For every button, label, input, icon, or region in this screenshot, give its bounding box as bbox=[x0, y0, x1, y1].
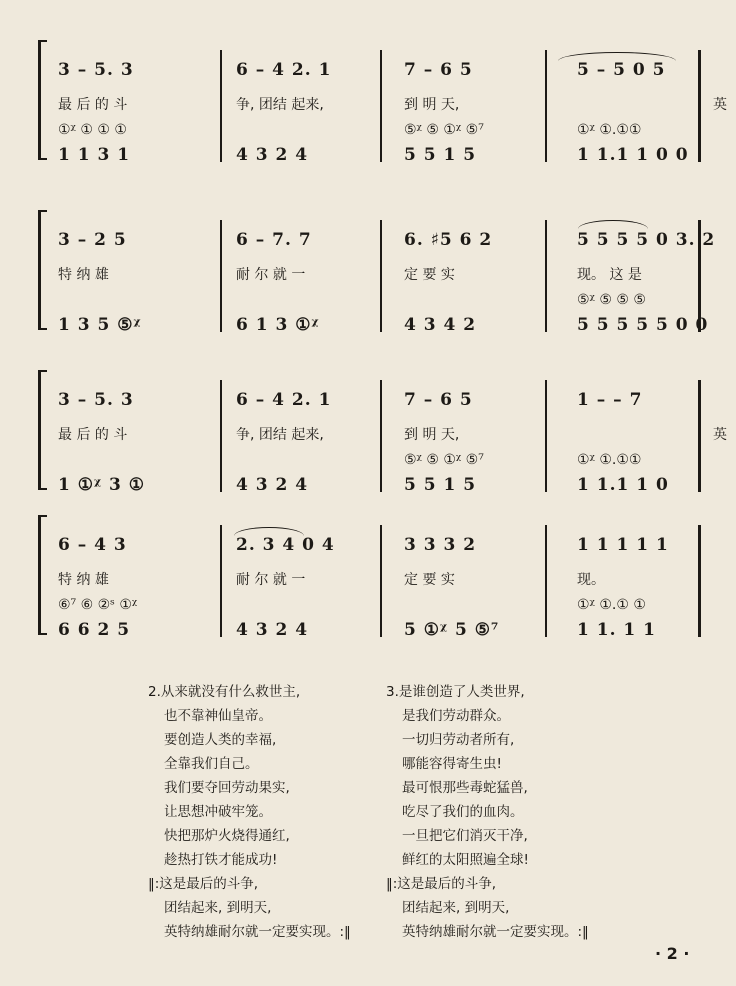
chord-measure: ⑤ᵡ ⑤ ①ᵡ ⑤⁷ bbox=[404, 452, 484, 468]
measure: 7 – 6 5 bbox=[404, 60, 473, 80]
verse-line: 英特纳雄耐尔就一定要实现。:‖ bbox=[164, 924, 351, 940]
melody-row bbox=[52, 533, 702, 557]
measure: 1 – – 7 bbox=[577, 390, 643, 410]
measure: 1 1 3 1 bbox=[58, 145, 131, 165]
measure: 3 – 5. 3 bbox=[58, 390, 134, 410]
verse-line: 要创造人类的幸福, bbox=[164, 732, 277, 748]
measure: 5 5 1 5 bbox=[404, 145, 477, 165]
system-bracket bbox=[38, 370, 48, 490]
measure: 1 1. 1 1 bbox=[577, 620, 656, 640]
lyric-measure: 特 纳 雄 bbox=[58, 267, 109, 283]
verse-line: ‖:这是最后的斗争, bbox=[386, 876, 497, 892]
measure: 5 5 1 5 bbox=[404, 475, 477, 495]
chord-measure: ⑤ᵡ ⑤ ①ᵡ ⑤⁷ bbox=[404, 122, 484, 138]
lyric-measure: 定 要 实 bbox=[404, 267, 455, 283]
bass-row bbox=[52, 474, 702, 496]
measure: 2. 3 4 0 4 bbox=[236, 535, 335, 555]
measure: 6 1 3 ①ᵡ bbox=[236, 315, 320, 335]
measure: 1 ①ᵡ 3 ① bbox=[58, 475, 145, 495]
verse-line: 2.从来就没有什么救世主, bbox=[148, 684, 301, 700]
measure: 6 6 2 5 bbox=[58, 620, 131, 640]
bass-row bbox=[52, 314, 709, 336]
verse-line: 是我们劳动群众。 bbox=[402, 708, 510, 724]
measure: 6 – 7. 7 bbox=[236, 230, 312, 250]
verse-line: ‖:这是最后的斗争, bbox=[148, 876, 259, 892]
measure: 1 3 5 ⑤ᵡ bbox=[58, 315, 142, 335]
measure: 3 – 5. 3 bbox=[58, 60, 134, 80]
lyric-measure: 争, 团结 起来, bbox=[236, 97, 324, 113]
verse-2 bbox=[148, 680, 351, 944]
lyric-measure: 争, 团结 起来, bbox=[236, 427, 324, 443]
measure: 6. ♯5 6 2 bbox=[404, 230, 493, 250]
chord-row bbox=[52, 450, 702, 470]
verse-line: 全靠我们自己。 bbox=[164, 756, 259, 772]
verse-line: 3.是谁创造了人类世界, bbox=[386, 684, 525, 700]
verse-line: 哪能容得寄生虫! bbox=[402, 756, 502, 772]
verse-line: 鲜红的太阳照遍全球! bbox=[402, 852, 529, 868]
lyric-measure: 英 bbox=[713, 97, 727, 113]
chord-measure: ①ᵡ ①.①① bbox=[577, 452, 642, 468]
chord-measure: ①ᵡ ①.① ① bbox=[577, 597, 646, 613]
measure: 6 – 4 2. 1 bbox=[236, 60, 332, 80]
measure: 3 – 2 5 bbox=[58, 230, 127, 250]
measure: 4 3 2 4 bbox=[236, 620, 309, 640]
score-system-3 bbox=[38, 370, 727, 500]
chord-row bbox=[52, 595, 702, 615]
verse-3 bbox=[386, 680, 589, 944]
bass-row bbox=[52, 619, 702, 641]
chord-measure: ①ᵡ ① ① ① bbox=[58, 122, 127, 138]
lyric-measure: 现。 bbox=[577, 572, 605, 588]
measure: 4 3 2 4 bbox=[236, 145, 309, 165]
score-system-4 bbox=[38, 515, 702, 645]
bass-row bbox=[52, 144, 702, 166]
lyric-measure: 耐 尔 就 一 bbox=[236, 572, 306, 588]
measure: 5 – 5 0 5 bbox=[577, 60, 666, 80]
lyric-measure: 定 要 实 bbox=[404, 572, 455, 588]
verse-line: 趁热打铁才能成功! bbox=[164, 852, 278, 868]
verse-line: 也不靠神仙皇帝。 bbox=[164, 708, 272, 724]
chord-measure: ①ᵡ ①.①① bbox=[577, 122, 642, 138]
verse-line: 吃尽了我们的血肉。 bbox=[402, 804, 524, 820]
verse-line: 快把那炉火烧得通红, bbox=[164, 828, 290, 844]
measure: 3 3 3 2 bbox=[404, 535, 477, 555]
measure: 5 5 5 5 0 3. 2 bbox=[577, 230, 716, 250]
lyric-row bbox=[52, 424, 727, 444]
chord-row bbox=[52, 120, 702, 140]
measure: 7 – 6 5 bbox=[404, 390, 473, 410]
melody-row bbox=[52, 388, 702, 412]
measure: 6 – 4 2. 1 bbox=[236, 390, 332, 410]
verse-line: 团结起来, 到明天, bbox=[164, 900, 272, 916]
measure: 1 1.1 1 0 0 bbox=[577, 145, 689, 165]
verse-line: 一旦把它们消灭干净, bbox=[402, 828, 528, 844]
verse-line: 让思想冲破牢笼。 bbox=[164, 804, 272, 820]
system-bracket bbox=[38, 40, 48, 160]
chord-row bbox=[52, 290, 702, 310]
measure: 1 1.1 1 0 bbox=[577, 475, 669, 495]
lyric-row bbox=[52, 94, 727, 114]
lyric-measure: 最 后 的 斗 bbox=[58, 427, 128, 443]
measure: 1 1 1 1 1 bbox=[577, 535, 669, 555]
lyric-row bbox=[52, 264, 702, 284]
verse-line: 一切归劳动者所有, bbox=[402, 732, 515, 748]
melody-row bbox=[52, 228, 716, 252]
measure: 5 ①ᵡ 5 ⑤⁷ bbox=[404, 620, 500, 640]
verse-line: 团结起来, 到明天, bbox=[402, 900, 510, 916]
system-bracket bbox=[38, 515, 48, 635]
lyric-measure: 到 明 天, bbox=[404, 97, 460, 113]
verse-line: 最可恨那些毒蛇猛兽, bbox=[402, 780, 528, 796]
lyric-row bbox=[52, 569, 702, 589]
system-bracket bbox=[38, 210, 48, 330]
chord-measure: ⑥⁷ ⑥ ②ˢ ①ᵡ bbox=[58, 597, 138, 613]
lyric-measure: 现。 这 是 bbox=[577, 267, 642, 283]
verse-line: 我们要夺回劳动果实, bbox=[164, 780, 290, 796]
measure: 6 – 4 3 bbox=[58, 535, 127, 555]
chord-measure: ⑤ᵡ ⑤ ⑤ ⑤ bbox=[577, 292, 646, 308]
lyric-measure: 英 bbox=[713, 427, 727, 443]
measure: 5 5 5 5 5 0 0 bbox=[577, 315, 709, 335]
score-system-1 bbox=[38, 40, 727, 170]
lyric-measure: 耐 尔 就 一 bbox=[236, 267, 306, 283]
lyric-measure: 最 后 的 斗 bbox=[58, 97, 128, 113]
verse-line: 英特纳雄耐尔就一定要实现。:‖ bbox=[402, 924, 589, 940]
measure: 4 3 4 2 bbox=[404, 315, 477, 335]
lyric-measure: 特 纳 雄 bbox=[58, 572, 109, 588]
melody-row bbox=[52, 58, 702, 82]
lyric-measure: 到 明 天, bbox=[404, 427, 460, 443]
score-system-2 bbox=[38, 210, 716, 340]
measure: 4 3 2 4 bbox=[236, 475, 309, 495]
page-number: · 2 · bbox=[655, 944, 690, 963]
